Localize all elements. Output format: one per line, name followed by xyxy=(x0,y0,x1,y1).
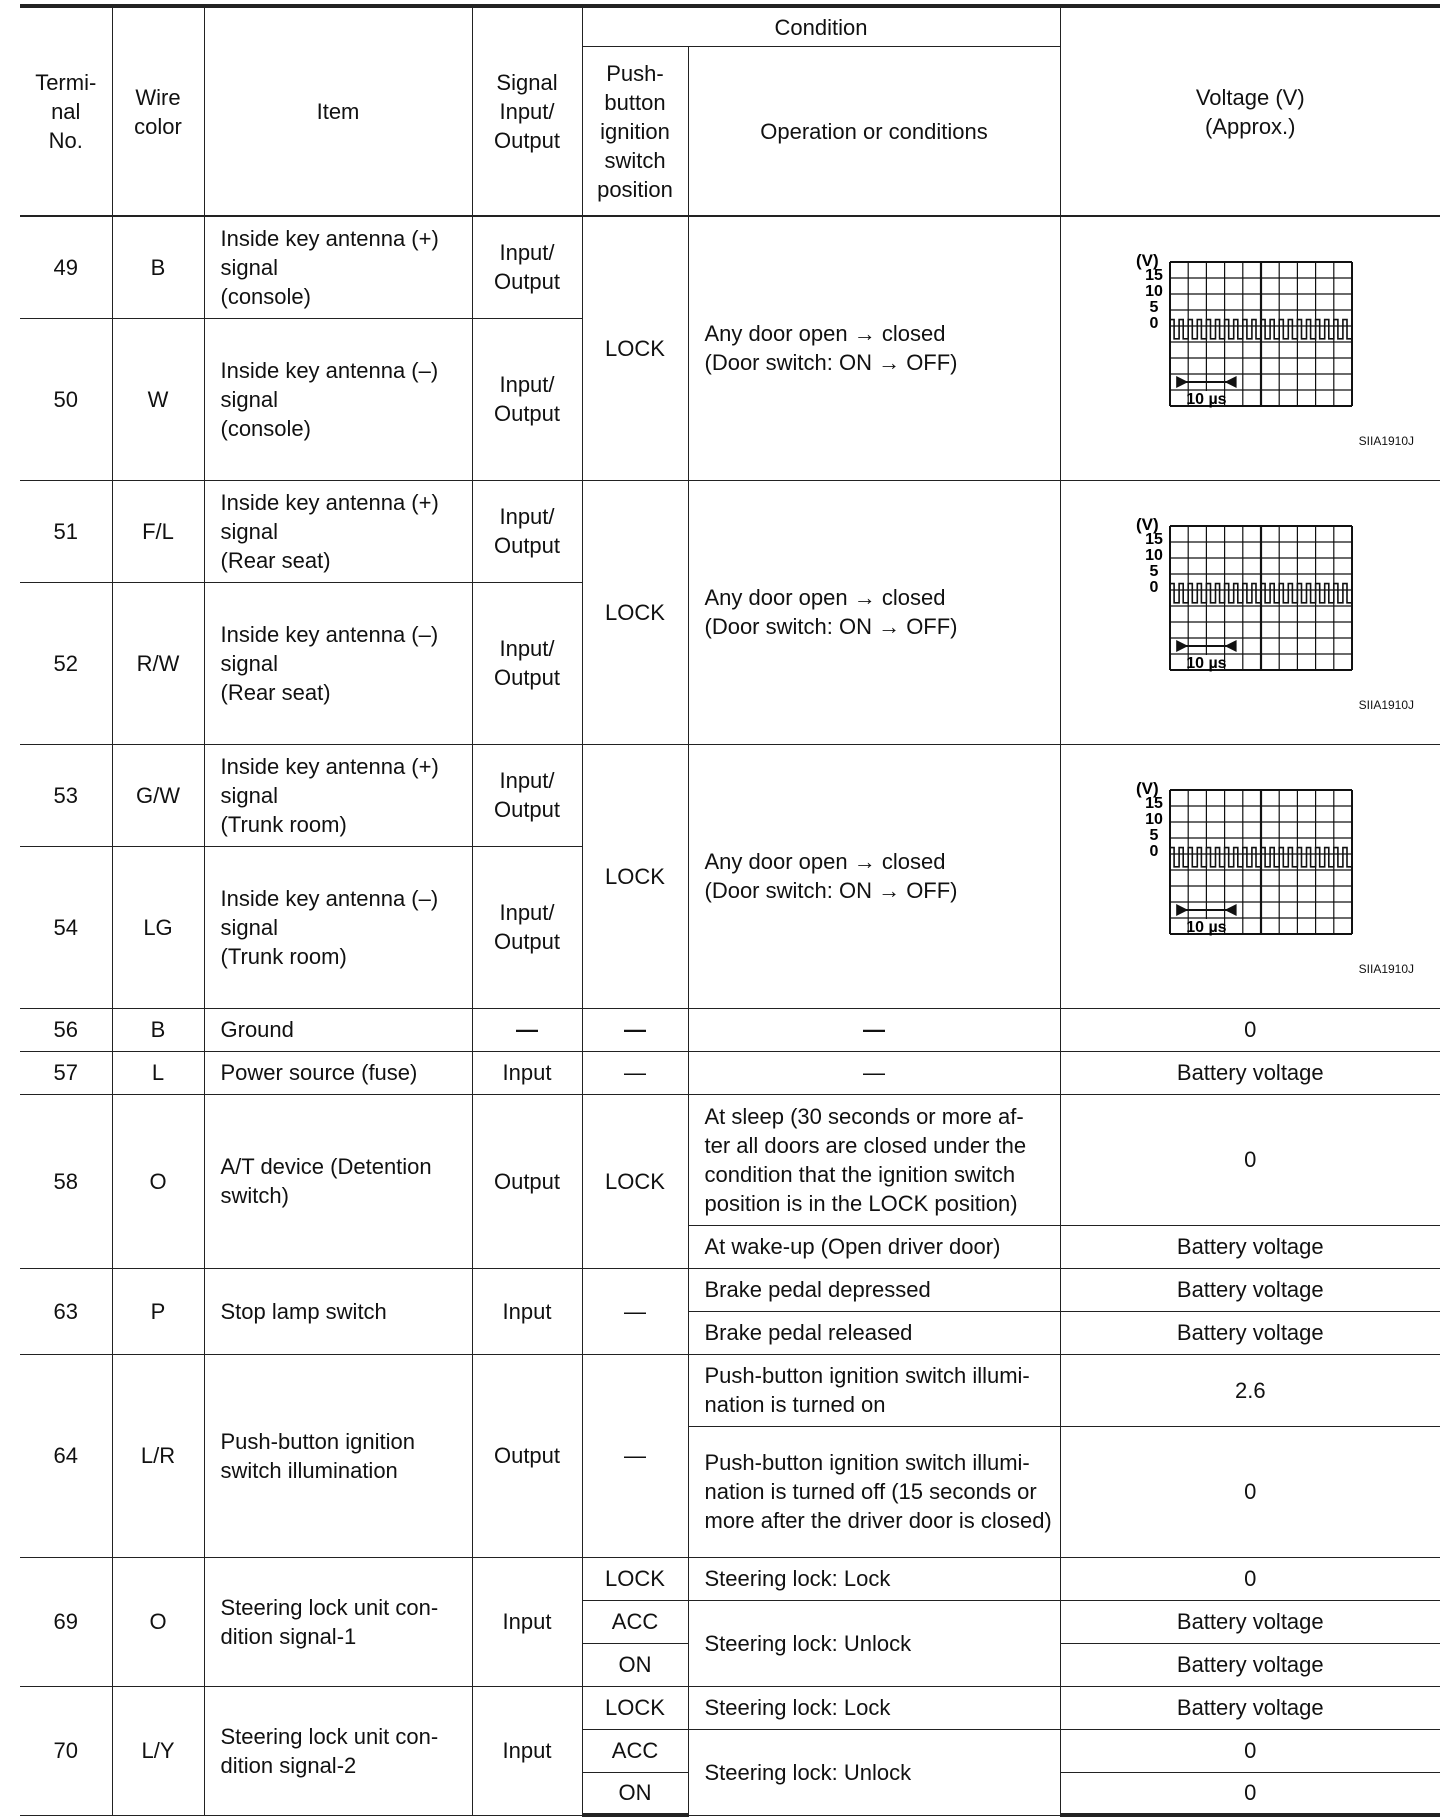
wire-color: F/L xyxy=(112,480,204,582)
switch-position: — xyxy=(582,1354,688,1557)
table-row xyxy=(20,216,1440,318)
svg-text:5: 5 xyxy=(1149,827,1159,844)
wire-color: L/Y xyxy=(112,1686,204,1815)
signal-io: Input/ Output xyxy=(472,216,582,318)
operation-condition: Push-button ignition switch illumi- nation is turned off (15 seconds or more after the driver door is closed) xyxy=(688,1426,1060,1557)
svg-text:0: 0 xyxy=(1149,315,1159,333)
voltage-value: 0 xyxy=(1060,1426,1440,1557)
voltage-value: 0 xyxy=(1060,1557,1440,1600)
signal-io: Input/ Output xyxy=(472,318,582,480)
terminal-no: 49 xyxy=(20,216,112,318)
switch-position: ACC xyxy=(582,1600,688,1643)
terminal-no: 70 xyxy=(20,1686,112,1815)
svg-text:0: 0 xyxy=(1149,843,1159,860)
wire-color: P xyxy=(112,1268,204,1354)
signal-io: Input/ Output xyxy=(472,582,582,744)
wire-color: L/R xyxy=(112,1354,204,1557)
voltage-value: Battery voltage xyxy=(1060,1311,1440,1354)
svg-text:10 µs: 10 µs xyxy=(1186,919,1227,936)
operation-condition: At sleep (30 seconds or more af- ter all doors are closed under the condition that the ignition switch position is in the LOCK position) xyxy=(688,1094,1060,1225)
terminal-no: 64 xyxy=(20,1354,112,1557)
switch-position: — xyxy=(582,1008,688,1051)
item-cell: Inside key antenna (+) signal (Rear seat) xyxy=(204,480,472,582)
switch-position: LOCK xyxy=(582,216,688,480)
operation-condition: Push-button ignition switch illumi- nation is turned on xyxy=(688,1354,1060,1426)
item-cell: Inside key antenna (–) signal (Rear seat) xyxy=(204,582,472,744)
table-row xyxy=(20,1094,1440,1225)
table-row xyxy=(20,1354,1440,1426)
wire-color: R/W xyxy=(112,582,204,744)
terminal-no: 69 xyxy=(20,1557,112,1686)
terminal-no: 54 xyxy=(20,846,112,1008)
voltage-value: 0 xyxy=(1060,1008,1440,1051)
item-cell: Steering lock unit con- dition signal-1 xyxy=(204,1557,472,1686)
operation-condition: — xyxy=(688,1051,1060,1094)
terminal-table xyxy=(20,4,1440,1817)
operation-condition: Brake pedal depressed xyxy=(688,1268,1060,1311)
svg-text:10: 10 xyxy=(1145,811,1164,828)
switch-position: — xyxy=(582,1268,688,1354)
wire-color: O xyxy=(112,1557,204,1686)
switch-position: ACC xyxy=(582,1729,688,1772)
switch-position: LOCK xyxy=(582,744,688,1008)
figure-code: SIIA1910J xyxy=(1358,962,1415,976)
header-voltage: Voltage (V) (Approx.) xyxy=(1060,6,1440,216)
svg-text:15: 15 xyxy=(1145,531,1164,548)
signal-io: — xyxy=(472,1008,582,1051)
signal-io: Input/ Output xyxy=(472,846,582,1008)
wire-color: G/W xyxy=(112,744,204,846)
waveform-cell xyxy=(1060,744,1440,1008)
item-cell: A/T device (Detention switch) xyxy=(204,1094,472,1268)
svg-text:10 µs: 10 µs xyxy=(1186,655,1227,672)
signal-io: Input/ Output xyxy=(472,744,582,846)
header-terminal: Termi- nal No. xyxy=(20,6,112,216)
switch-position: LOCK xyxy=(582,1557,688,1600)
item-cell: Stop lamp switch xyxy=(204,1268,472,1354)
switch-position: — xyxy=(582,1051,688,1094)
operation-condition: Steering lock: Unlock xyxy=(688,1729,1060,1815)
terminal-table-container xyxy=(20,4,1440,1817)
item-cell: Power source (fuse) xyxy=(204,1051,472,1094)
signal-io: Input xyxy=(472,1051,582,1094)
switch-position: ON xyxy=(582,1643,688,1686)
signal-io: Output xyxy=(472,1354,582,1557)
waveform-cell xyxy=(1060,480,1440,744)
operation-condition: At wake-up (Open driver door) xyxy=(688,1225,1060,1268)
svg-text:0: 0 xyxy=(1149,579,1159,596)
voltage-value: 0 xyxy=(1060,1729,1440,1772)
header-signal: Signal Input/ Output xyxy=(472,6,582,216)
table-row xyxy=(20,744,1440,846)
voltage-value: 2.6 xyxy=(1060,1354,1440,1426)
figure-code: SIIA1910J xyxy=(1358,434,1415,449)
terminal-no: 56 xyxy=(20,1008,112,1051)
waveform-cell xyxy=(1060,216,1440,480)
operation-condition: Any door open → closed (Door switch: ON → OFF) xyxy=(688,216,1060,480)
svg-text:5: 5 xyxy=(1149,299,1159,317)
header-item: Item xyxy=(204,6,472,216)
signal-io: Input xyxy=(472,1557,582,1686)
table-row xyxy=(20,1557,1440,1600)
svg-text:15: 15 xyxy=(1145,795,1164,812)
wire-color: L xyxy=(112,1051,204,1094)
table-row xyxy=(20,1051,1440,1094)
terminal-no: 50 xyxy=(20,318,112,480)
wire-color: LG xyxy=(112,846,204,1008)
signal-io: Input/ Output xyxy=(472,480,582,582)
pulse-waveform-icon xyxy=(1128,776,1372,956)
voltage-value: Battery voltage xyxy=(1060,1643,1440,1686)
svg-text:10: 10 xyxy=(1145,283,1164,301)
operation-condition: Steering lock: Lock xyxy=(688,1686,1060,1729)
voltage-value: Battery voltage xyxy=(1060,1686,1440,1729)
svg-text:10 µs: 10 µs xyxy=(1186,391,1227,409)
wire-color: B xyxy=(112,216,204,318)
table-row xyxy=(20,1686,1440,1729)
operation-condition: Steering lock: Lock xyxy=(688,1557,1060,1600)
table-row xyxy=(20,480,1440,582)
wire-color: O xyxy=(112,1094,204,1268)
operation-condition: Brake pedal released xyxy=(688,1311,1060,1354)
switch-position: ON xyxy=(582,1772,688,1815)
terminal-no: 58 xyxy=(20,1094,112,1268)
svg-text:15: 15 xyxy=(1145,267,1164,285)
svg-text:(V): (V) xyxy=(1136,779,1159,798)
signal-io: Input xyxy=(472,1268,582,1354)
header-operation: Operation or conditions xyxy=(688,47,1060,217)
switch-position: LOCK xyxy=(582,1094,688,1268)
item-cell: Inside key antenna (+) signal (console) xyxy=(204,216,472,318)
svg-text:(V): (V) xyxy=(1136,515,1159,534)
operation-condition: Any door open → closed (Door switch: ON → OFF) xyxy=(688,480,1060,744)
figure-code: SIIA1910J xyxy=(1358,698,1415,712)
pulse-waveform-icon xyxy=(1128,512,1372,692)
terminal-no: 57 xyxy=(20,1051,112,1094)
svg-text:(V): (V) xyxy=(1136,251,1159,271)
switch-position: LOCK xyxy=(582,480,688,744)
operation-condition: Steering lock: Unlock xyxy=(688,1600,1060,1686)
terminal-no: 52 xyxy=(20,582,112,744)
voltage-value: 0 xyxy=(1060,1094,1440,1225)
wire-color: B xyxy=(112,1008,204,1051)
signal-io: Input xyxy=(472,1686,582,1815)
header-wire-color: Wire color xyxy=(112,6,204,216)
header-push-button-position: Push- button ignition switch position xyxy=(582,47,688,217)
item-cell: Push-button ignition switch illumination xyxy=(204,1354,472,1557)
item-cell: Ground xyxy=(204,1008,472,1051)
voltage-value: Battery voltage xyxy=(1060,1051,1440,1094)
terminal-no: 51 xyxy=(20,480,112,582)
item-cell: Inside key antenna (–) signal (console) xyxy=(204,318,472,480)
voltage-value: Battery voltage xyxy=(1060,1268,1440,1311)
item-cell: Inside key antenna (–) signal (Trunk room) xyxy=(204,846,472,1008)
item-cell: Steering lock unit con- dition signal-2 xyxy=(204,1686,472,1815)
svg-text:10: 10 xyxy=(1145,547,1164,564)
terminal-no: 53 xyxy=(20,744,112,846)
item-cell: Inside key antenna (+) signal (Trunk room) xyxy=(204,744,472,846)
svg-text:5: 5 xyxy=(1149,563,1159,580)
table-row xyxy=(20,1008,1440,1051)
operation-condition: Any door open → closed (Door switch: ON → OFF) xyxy=(688,744,1060,1008)
header-condition: Condition xyxy=(582,6,1060,47)
pulse-waveform-icon xyxy=(1128,248,1372,428)
table-row xyxy=(20,1268,1440,1311)
voltage-value: 0 xyxy=(1060,1772,1440,1815)
operation-condition: — xyxy=(688,1008,1060,1051)
voltage-value: Battery voltage xyxy=(1060,1600,1440,1643)
terminal-no: 63 xyxy=(20,1268,112,1354)
wire-color: W xyxy=(112,318,204,480)
voltage-value: Battery voltage xyxy=(1060,1225,1440,1268)
switch-position: LOCK xyxy=(582,1686,688,1729)
signal-io: Output xyxy=(472,1094,582,1268)
